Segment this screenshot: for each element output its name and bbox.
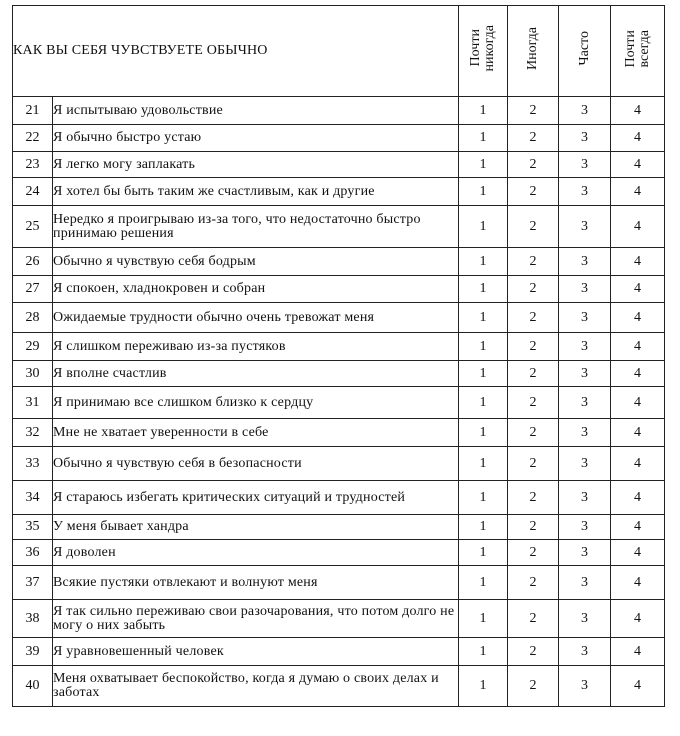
answer-option-4[interactable]: 4: [611, 178, 665, 206]
item-number: 38: [13, 600, 53, 638]
answer-option-1[interactable]: 1: [459, 540, 508, 566]
questionnaire-table: [12, 5, 665, 707]
answer-option-2[interactable]: 2: [508, 97, 559, 125]
answer-option-4[interactable]: 4: [611, 152, 665, 178]
column-header-line: Часто: [576, 31, 592, 66]
answer-option-1[interactable]: 1: [459, 125, 508, 152]
statement-text: Я легко могу заплакать: [53, 152, 459, 178]
answer-option-4[interactable]: 4: [611, 600, 665, 638]
table-row: [13, 97, 665, 125]
answer-option-3[interactable]: 3: [559, 419, 611, 447]
header-row: [13, 6, 665, 97]
answer-option-3[interactable]: 3: [559, 638, 611, 666]
answer-option-3[interactable]: 3: [559, 481, 611, 515]
column-header-line: никогда: [482, 25, 497, 72]
answer-option-4[interactable]: 4: [611, 481, 665, 515]
answer-option-1[interactable]: 1: [459, 178, 508, 206]
answer-option-1[interactable]: 1: [459, 600, 508, 638]
answer-option-2[interactable]: 2: [508, 152, 559, 178]
answer-option-1[interactable]: 1: [459, 333, 508, 361]
answer-option-4[interactable]: 4: [611, 638, 665, 666]
table-row: [13, 600, 665, 638]
statement-text: Ожидаемые трудности обычно очень тревожат меня: [53, 303, 459, 333]
answer-option-2[interactable]: 2: [508, 638, 559, 666]
answer-option-4[interactable]: 4: [611, 447, 665, 481]
table-row: [13, 666, 665, 707]
item-number: 26: [13, 248, 53, 276]
answer-option-1[interactable]: 1: [459, 248, 508, 276]
statement-text: Нередко я проигрываю из-за того, что недостаточно быстро принимаю решения: [53, 206, 459, 248]
answer-option-2[interactable]: 2: [508, 515, 559, 540]
statement-text: Я слишком переживаю из-за пустяков: [53, 333, 459, 361]
answer-option-2[interactable]: 2: [508, 248, 559, 276]
answer-option-2[interactable]: 2: [508, 419, 559, 447]
answer-option-1[interactable]: 1: [459, 152, 508, 178]
table-row: [13, 387, 665, 419]
answer-option-1[interactable]: 1: [459, 303, 508, 333]
answer-option-4[interactable]: 4: [611, 303, 665, 333]
item-number: 33: [13, 447, 53, 481]
answer-option-3[interactable]: 3: [559, 540, 611, 566]
answer-option-3[interactable]: 3: [559, 248, 611, 276]
answer-option-3[interactable]: 3: [559, 276, 611, 303]
statement-text: У меня бывает хандра: [53, 515, 459, 540]
statement-text: Я испытываю удовольствие: [53, 97, 459, 125]
answer-option-4[interactable]: 4: [611, 387, 665, 419]
statement-text: Обычно я чувствую себя бодрым: [53, 248, 459, 276]
item-number: 24: [13, 178, 53, 206]
item-number: 34: [13, 481, 53, 515]
table-row: [13, 361, 665, 387]
table-row: [13, 178, 665, 206]
statement-text: Я так сильно переживаю свои разочарования, что потом долго не могу о них забыть: [53, 600, 459, 638]
answer-option-2[interactable]: 2: [508, 600, 559, 638]
answer-option-4[interactable]: 4: [611, 666, 665, 707]
item-number: 36: [13, 540, 53, 566]
statement-text: Обычно я чувствую себя в безопасности: [53, 447, 459, 481]
statement-text: Я стараюсь избегать критических ситуаций и трудностей: [53, 481, 459, 515]
answer-option-1[interactable]: 1: [459, 361, 508, 387]
answer-option-3[interactable]: 3: [559, 206, 611, 248]
table-row: [13, 515, 665, 540]
answer-option-2[interactable]: 2: [508, 666, 559, 707]
column-header-almost-always: [611, 6, 665, 97]
answer-option-3[interactable]: 3: [559, 303, 611, 333]
item-number: 32: [13, 419, 53, 447]
statement-text: Меня охватывает беспокойство, когда я думаю о своих делах и заботах: [53, 666, 459, 707]
answer-option-4[interactable]: 4: [611, 333, 665, 361]
statement-text: Всякие пустяки отвлекают и волнуют меня: [53, 566, 459, 600]
item-number: 35: [13, 515, 53, 540]
answer-option-3[interactable]: 3: [559, 387, 611, 419]
answer-option-2[interactable]: 2: [508, 178, 559, 206]
answer-option-2[interactable]: 2: [508, 387, 559, 419]
answer-option-1[interactable]: 1: [459, 276, 508, 303]
statement-text: Я принимаю все слишком близко к сердцу: [53, 387, 459, 419]
answer-option-3[interactable]: 3: [559, 152, 611, 178]
column-header-sometimes: [508, 6, 559, 97]
answer-option-4[interactable]: 4: [611, 515, 665, 540]
column-header-line: всегда: [636, 29, 652, 68]
answer-option-3[interactable]: 3: [559, 515, 611, 540]
answer-option-4[interactable]: 4: [611, 540, 665, 566]
answer-option-3[interactable]: 3: [559, 178, 611, 206]
answer-option-1[interactable]: 1: [459, 638, 508, 666]
answer-option-2[interactable]: 2: [508, 276, 559, 303]
column-header-line: Иногда: [525, 27, 540, 70]
answer-option-4[interactable]: 4: [611, 248, 665, 276]
statement-text: Я вполне счастлив: [53, 361, 459, 387]
table-row: [13, 152, 665, 178]
statement-text: Я обычно быстро устаю: [53, 125, 459, 152]
column-header-line: Почти: [622, 29, 638, 68]
statement-text: Я спокоен, хладнокровен и собран: [53, 276, 459, 303]
column-header-almost-never: [459, 6, 508, 97]
column-header-line: Почти: [468, 29, 483, 68]
item-number: 31: [13, 387, 53, 419]
item-number: 27: [13, 276, 53, 303]
answer-option-2[interactable]: 2: [508, 303, 559, 333]
statement-text: Я доволен: [53, 540, 459, 566]
table-row: [13, 638, 665, 666]
answer-option-1[interactable]: 1: [459, 566, 508, 600]
item-number: 25: [13, 206, 53, 248]
item-number: 30: [13, 361, 53, 387]
answer-option-2[interactable]: 2: [508, 447, 559, 481]
item-number: 23: [13, 152, 53, 178]
item-number: 39: [13, 638, 53, 666]
answer-option-1[interactable]: 1: [459, 666, 508, 707]
answer-option-3[interactable]: 3: [559, 97, 611, 125]
answer-option-1[interactable]: 1: [459, 515, 508, 540]
answer-option-1[interactable]: 1: [459, 419, 508, 447]
answer-option-3[interactable]: 3: [559, 333, 611, 361]
answer-option-4[interactable]: 4: [611, 361, 665, 387]
answer-option-3[interactable]: 3: [559, 600, 611, 638]
answer-option-4[interactable]: 4: [611, 206, 665, 248]
answer-option-1[interactable]: 1: [459, 206, 508, 248]
answer-option-2[interactable]: 2: [508, 206, 559, 248]
statement-text: Мне не хватает уверенности в себе: [53, 419, 459, 447]
table-row: [13, 248, 665, 276]
answer-option-4[interactable]: 4: [611, 276, 665, 303]
answer-option-1[interactable]: 1: [459, 447, 508, 481]
table-row: [13, 481, 665, 515]
answer-option-3[interactable]: 3: [559, 125, 611, 152]
answer-option-3[interactable]: 3: [559, 361, 611, 387]
answer-option-4[interactable]: 4: [611, 566, 665, 600]
table-title: КАК ВЫ СЕБЯ ЧУВСТВУЕТЕ ОБЫЧНО: [13, 6, 459, 97]
answer-option-2[interactable]: 2: [508, 481, 559, 515]
table-row: [13, 540, 665, 566]
table-row: [13, 206, 665, 248]
table-row: [13, 447, 665, 481]
table-row: [13, 333, 665, 361]
table-row: [13, 566, 665, 600]
answer-option-4[interactable]: 4: [611, 419, 665, 447]
statement-text: Я хотел бы быть таким же счастливым, как и другие: [53, 178, 459, 206]
item-number: 29: [13, 333, 53, 361]
table-row: [13, 303, 665, 333]
answer-option-4[interactable]: 4: [611, 125, 665, 152]
answer-option-4[interactable]: 4: [611, 97, 665, 125]
statement-text: Я уравновешенный человек: [53, 638, 459, 666]
item-number: 37: [13, 566, 53, 600]
column-header-often: [559, 6, 611, 97]
answer-option-3[interactable]: 3: [559, 666, 611, 707]
table-row: [13, 276, 665, 303]
table-row: [13, 419, 665, 447]
answer-option-2[interactable]: 2: [508, 333, 559, 361]
answer-option-1[interactable]: 1: [459, 481, 508, 515]
item-number: 21: [13, 97, 53, 125]
answer-option-2[interactable]: 2: [508, 540, 559, 566]
answer-option-1[interactable]: 1: [459, 387, 508, 419]
item-number: 28: [13, 303, 53, 333]
item-number: 22: [13, 125, 53, 152]
answer-option-2[interactable]: 2: [508, 361, 559, 387]
answer-option-2[interactable]: 2: [508, 566, 559, 600]
table-row: [13, 125, 665, 152]
answer-option-3[interactable]: 3: [559, 566, 611, 600]
answer-option-2[interactable]: 2: [508, 125, 559, 152]
answer-option-1[interactable]: 1: [459, 97, 508, 125]
answer-option-3[interactable]: 3: [559, 447, 611, 481]
item-number: 40: [13, 666, 53, 707]
